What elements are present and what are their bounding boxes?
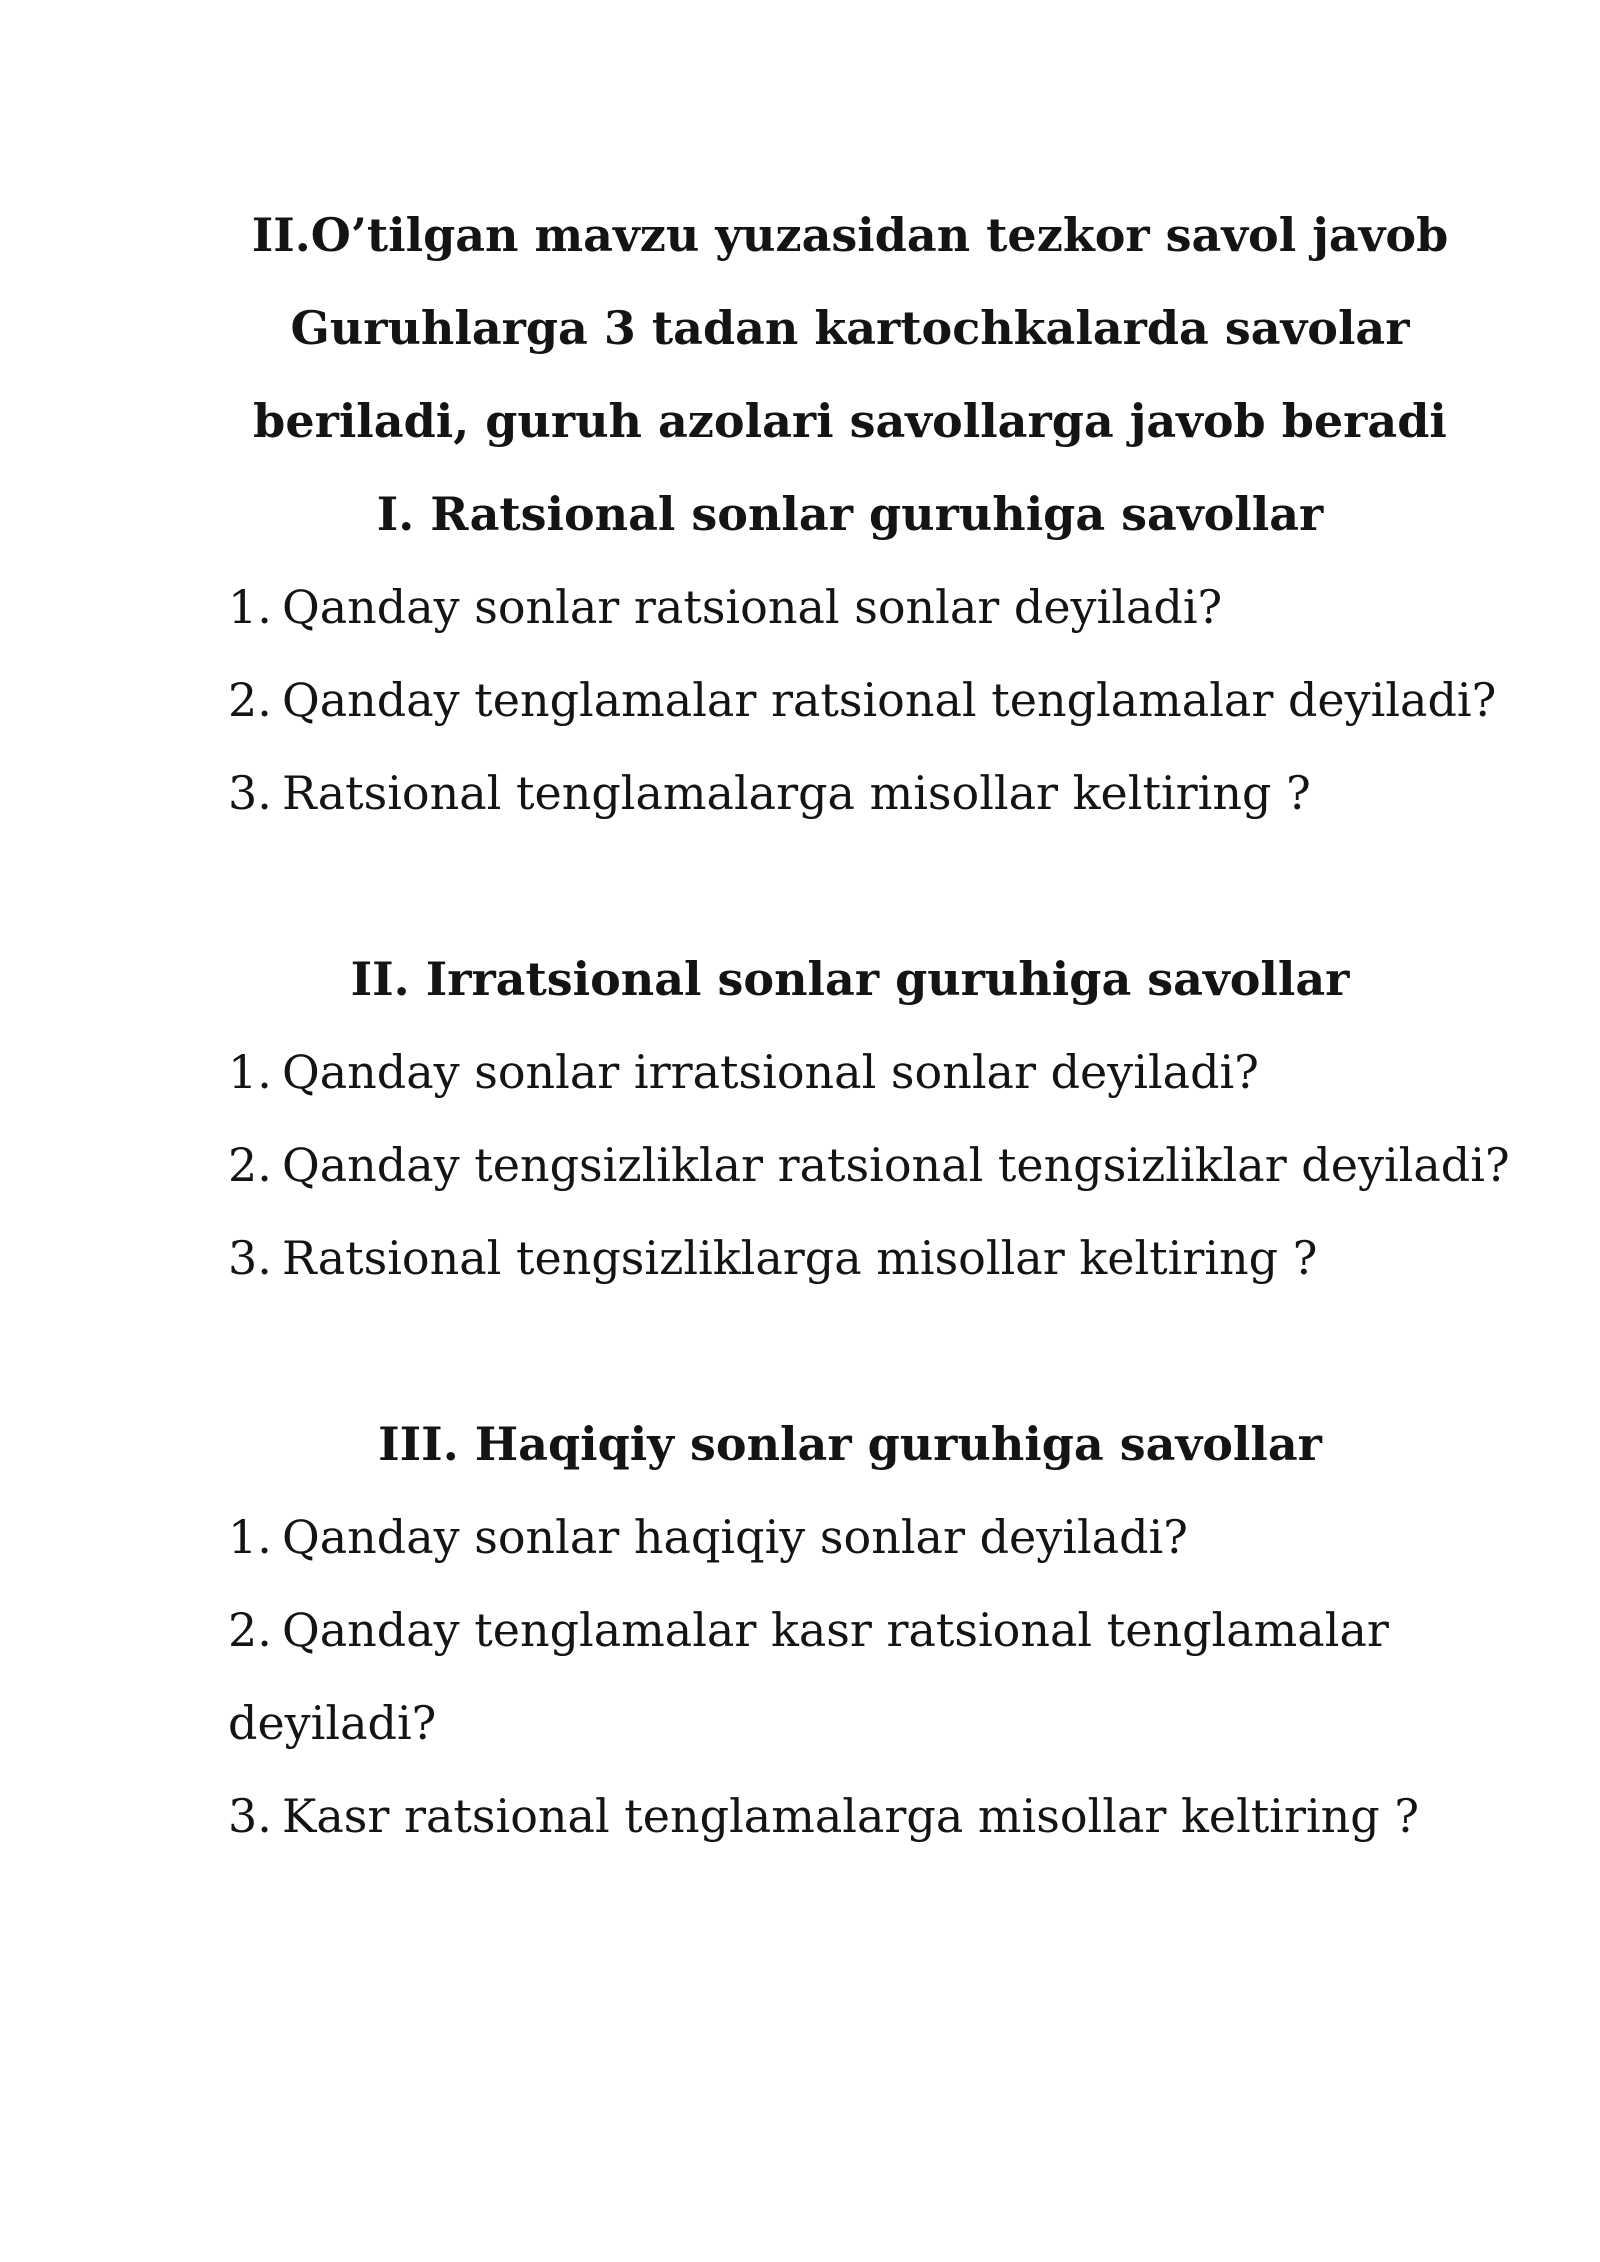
item-text: Ratsional tenglamalarga misollar keltiring ?	[282, 766, 1311, 820]
list-item	[228, 763, 1311, 823]
item-number: 3.	[228, 1789, 272, 1843]
header-line-3: beriladi, guruh azolari savollarga javob beradi	[253, 394, 1447, 448]
item-text: Qanday tengsizliklar ratsional tengsizliklar deyiladi?	[282, 1138, 1510, 1192]
list-item	[228, 1042, 1259, 1102]
section-title-1: I. Ratsional sonlar guruhiga savollar	[376, 487, 1324, 541]
list-item	[228, 670, 1496, 730]
list-item	[228, 1135, 1510, 1195]
item-text: Qanday sonlar irratsional sonlar deyiladi?	[282, 1045, 1259, 1099]
list-item	[228, 577, 1222, 637]
item-number: 1.	[228, 1510, 272, 1564]
header-line-1: II.O’tilgan mavzu yuzasidan tezkor savol javob	[251, 208, 1449, 262]
item-number: 3.	[228, 766, 272, 820]
item-number: 2.	[228, 673, 272, 727]
item-number: 1.	[228, 1045, 272, 1099]
item-number: 3.	[228, 1231, 272, 1285]
item-text: Qanday tenglamalar kasr ratsional tenglamalar	[282, 1603, 1389, 1657]
item-text: Ratsional tengsizliklarga misollar keltiring ?	[282, 1231, 1318, 1285]
section-title-3: III. Haqiqiy sonlar guruhiga savollar	[378, 1417, 1322, 1471]
list-item	[228, 1600, 1389, 1660]
list-item	[228, 1228, 1317, 1288]
list-item-continuation: deyiladi?	[228, 1696, 437, 1750]
section-title-2: II. Irratsional sonlar guruhiga savollar	[350, 952, 1350, 1006]
list-item	[228, 1786, 1419, 1846]
item-text: Qanday sonlar haqiqiy sonlar deyiladi?	[282, 1510, 1188, 1564]
item-text: Qanday sonlar ratsional sonlar deyiladi?	[282, 580, 1223, 634]
item-number: 2.	[228, 1603, 272, 1657]
list-item	[228, 1507, 1188, 1567]
item-text: Kasr ratsional tenglamalarga misollar keltiring ?	[282, 1789, 1420, 1843]
item-number: 2.	[228, 1138, 272, 1192]
item-number: 1.	[228, 580, 272, 634]
item-text: Qanday tenglamalar ratsional tenglamalar deyiladi?	[282, 673, 1497, 727]
header-line-2: Guruhlarga 3 tadan kartochkalarda savolar	[290, 301, 1410, 355]
